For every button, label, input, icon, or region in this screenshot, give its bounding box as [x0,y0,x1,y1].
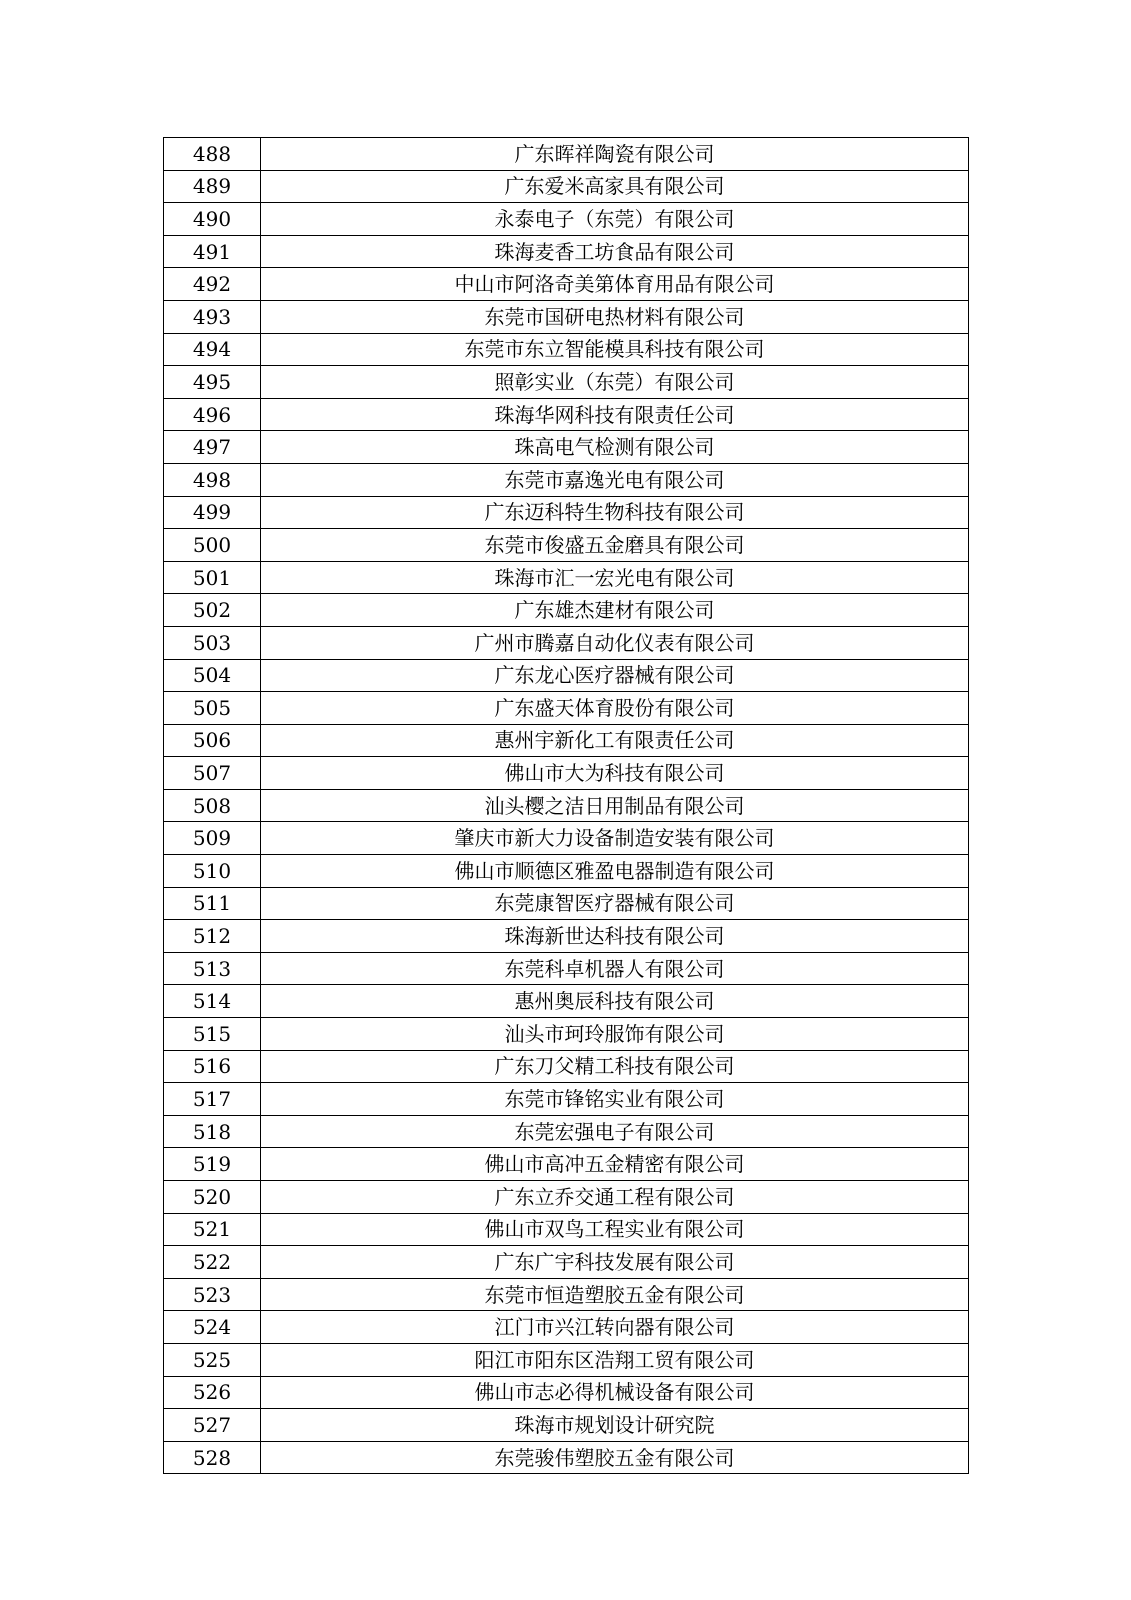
table-row [164,626,969,659]
company-name: 东莞宏强电子有限公司 [261,1115,969,1148]
table-row [164,1409,969,1442]
table-row [164,268,969,301]
table-row [164,724,969,757]
company-name: 珠高电气检测有限公司 [261,431,969,464]
company-name: 惠州奥辰科技有限公司 [261,985,969,1018]
table-row [164,300,969,333]
table-row [164,1376,969,1409]
row-number: 493 [164,300,261,333]
company-name: 珠海新世达科技有限公司 [261,920,969,953]
row-number: 503 [164,626,261,659]
company-name: 永泰电子（东莞）有限公司 [261,203,969,236]
company-name: 东莞市国研电热材料有限公司 [261,300,969,333]
table-row [164,366,969,399]
row-number: 510 [164,855,261,888]
company-name: 东莞市嘉逸光电有限公司 [261,463,969,496]
row-number: 507 [164,757,261,790]
company-name: 汕头樱之洁日用制品有限公司 [261,789,969,822]
company-name: 广东立乔交通工程有限公司 [261,1181,969,1214]
company-name: 江门市兴江转向器有限公司 [261,1311,969,1344]
company-name: 汕头市珂玲服饰有限公司 [261,1018,969,1051]
table-row [164,952,969,985]
table-row [164,822,969,855]
table-row [164,398,969,431]
table-row [164,1343,969,1376]
company-name: 广东刀父精工科技有限公司 [261,1050,969,1083]
row-number: 494 [164,333,261,366]
company-name: 东莞市东立智能模具科技有限公司 [261,333,969,366]
table-row [164,333,969,366]
company-name: 东莞科卓机器人有限公司 [261,952,969,985]
row-number: 501 [164,561,261,594]
company-name: 东莞市锋铭实业有限公司 [261,1083,969,1116]
company-name: 东莞康智医疗器械有限公司 [261,887,969,920]
table-row [164,659,969,692]
company-name: 珠海麦香工坊食品有限公司 [261,235,969,268]
table-row [164,431,969,464]
row-number: 502 [164,594,261,627]
company-name: 广东广宇科技发展有限公司 [261,1246,969,1279]
row-number: 512 [164,920,261,953]
row-number: 499 [164,496,261,529]
table-row [164,920,969,953]
table-body [164,138,969,1474]
company-name: 东莞市恒造塑胶五金有限公司 [261,1278,969,1311]
row-number: 506 [164,724,261,757]
row-number: 527 [164,1409,261,1442]
table-row [164,1441,969,1474]
row-number: 497 [164,431,261,464]
table-row [164,594,969,627]
company-name: 阳江市阳东区浩翔工贸有限公司 [261,1343,969,1376]
row-number: 516 [164,1050,261,1083]
row-number: 508 [164,789,261,822]
row-number: 521 [164,1213,261,1246]
row-number: 505 [164,692,261,725]
table-row [164,1213,969,1246]
table-row [164,1115,969,1148]
table-row [164,1311,969,1344]
table-row [164,203,969,236]
row-number: 489 [164,170,261,203]
row-number: 524 [164,1311,261,1344]
company-name: 佛山市志必得机械设备有限公司 [261,1376,969,1409]
company-name: 广东迈科特生物科技有限公司 [261,496,969,529]
row-number: 504 [164,659,261,692]
table-row [164,855,969,888]
table-row [164,757,969,790]
row-number: 488 [164,138,261,171]
row-number: 514 [164,985,261,1018]
company-name: 照彰实业（东莞）有限公司 [261,366,969,399]
row-number: 519 [164,1148,261,1181]
company-name: 广东晖祥陶瓷有限公司 [261,138,969,171]
company-name: 佛山市高冲五金精密有限公司 [261,1148,969,1181]
company-list-table [163,137,969,1474]
row-number: 517 [164,1083,261,1116]
company-name: 东莞骏伟塑胶五金有限公司 [261,1441,969,1474]
company-name: 佛山市双鸟工程实业有限公司 [261,1213,969,1246]
table-row [164,985,969,1018]
row-number: 498 [164,463,261,496]
row-number: 523 [164,1278,261,1311]
row-number: 495 [164,366,261,399]
company-name: 惠州宇新化工有限责任公司 [261,724,969,757]
company-name: 广东盛天体育股份有限公司 [261,692,969,725]
table-row [164,1018,969,1051]
company-name: 广东雄杰建材有限公司 [261,594,969,627]
row-number: 496 [164,398,261,431]
row-number: 511 [164,887,261,920]
row-number: 525 [164,1343,261,1376]
company-name: 肇庆市新大力设备制造安装有限公司 [261,822,969,855]
row-number: 491 [164,235,261,268]
company-name: 珠海市规划设计研究院 [261,1409,969,1442]
table-row [164,463,969,496]
table-row [164,529,969,562]
table-row [164,1278,969,1311]
row-number: 528 [164,1441,261,1474]
row-number: 520 [164,1181,261,1214]
table-row [164,1148,969,1181]
row-number: 492 [164,268,261,301]
table-row [164,1083,969,1116]
company-name: 珠海华网科技有限责任公司 [261,398,969,431]
company-name: 广东龙心医疗器械有限公司 [261,659,969,692]
table-row [164,692,969,725]
company-name: 中山市阿洛奇美第体育用品有限公司 [261,268,969,301]
company-name: 广州市腾嘉自动化仪表有限公司 [261,626,969,659]
row-number: 490 [164,203,261,236]
table-row [164,887,969,920]
company-name: 珠海市汇一宏光电有限公司 [261,561,969,594]
row-number: 500 [164,529,261,562]
table-row [164,235,969,268]
row-number: 513 [164,952,261,985]
company-name: 佛山市大为科技有限公司 [261,757,969,790]
row-number: 509 [164,822,261,855]
table-row [164,170,969,203]
table-row [164,1181,969,1214]
table-row [164,789,969,822]
table-row [164,138,969,171]
company-name: 广东爱米高家具有限公司 [261,170,969,203]
company-name: 东莞市俊盛五金磨具有限公司 [261,529,969,562]
table-row [164,561,969,594]
row-number: 518 [164,1115,261,1148]
table-row [164,1050,969,1083]
table-row [164,496,969,529]
table-row [164,1246,969,1279]
row-number: 515 [164,1018,261,1051]
row-number: 526 [164,1376,261,1409]
row-number: 522 [164,1246,261,1279]
company-name: 佛山市顺德区雅盈电器制造有限公司 [261,855,969,888]
